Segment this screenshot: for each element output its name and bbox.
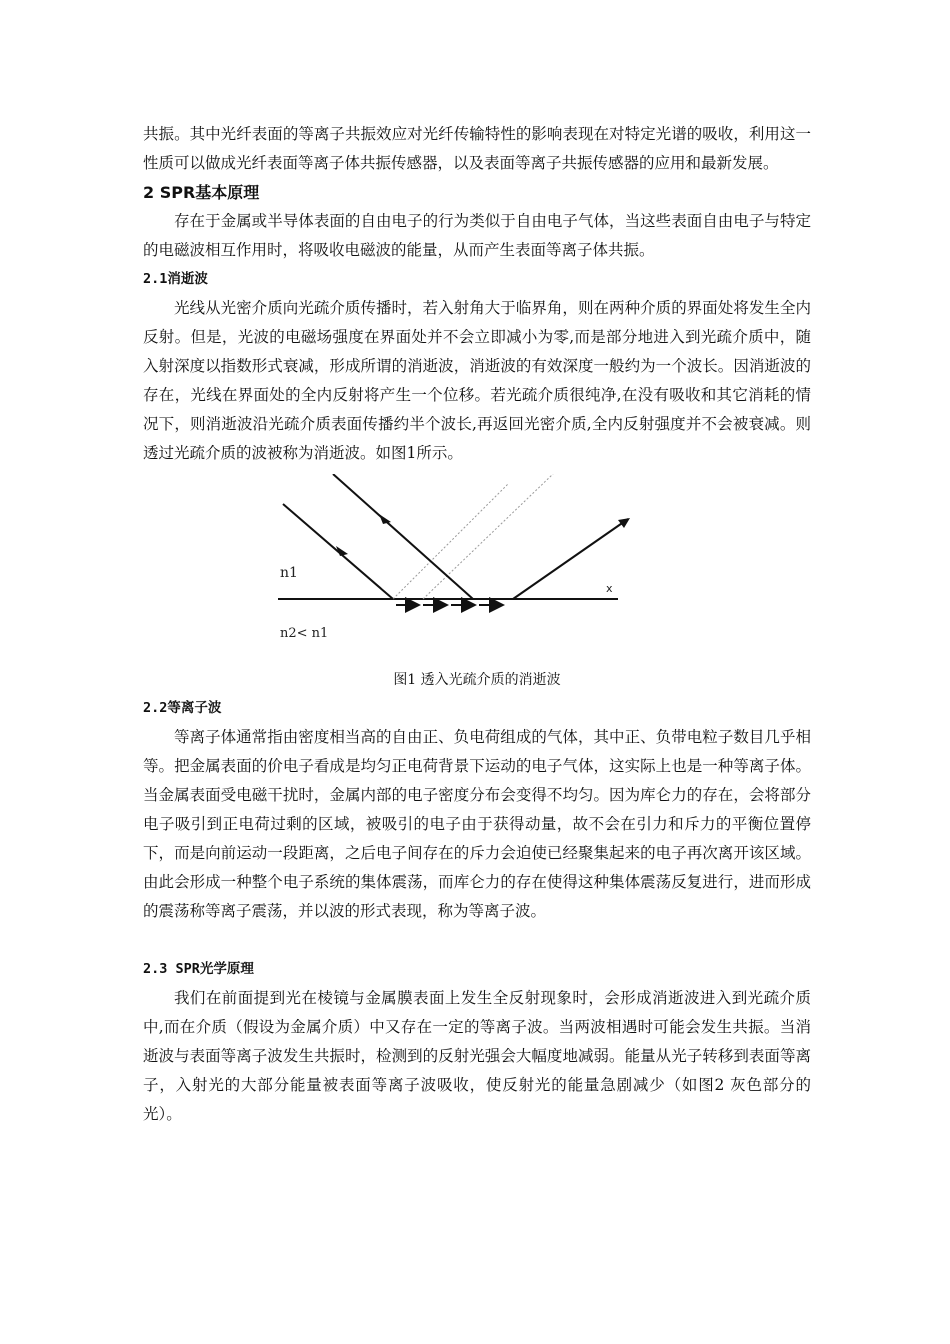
arrow-head-reflected: [618, 518, 630, 528]
incident-ray-left: [283, 504, 393, 599]
section-2-heading: 2 SPR基本原理: [143, 183, 260, 202]
figure-1-caption: 图1 透入光疏介质的消逝波: [393, 672, 561, 688]
section-2-3-heading: 2.3 SPR光学原理: [143, 961, 254, 977]
incident-ray-right: [333, 474, 473, 599]
section-2-2-heading: 2.2等离子波: [143, 700, 222, 716]
label-x: x: [606, 582, 613, 595]
gray-ray-1: [393, 484, 508, 599]
evanescent-wave-diagram: [278, 474, 678, 654]
document-page: [143, 0, 811, 1129]
arrow-head-right: [379, 514, 391, 524]
section-2-1-heading: 2.1消逝波: [143, 271, 208, 287]
intro-paragraph: 共振。其中光纤表面的等离子共振效应对光纤传输特性的影响表现在对特定光谱的吸收，利用这一性质可以做成光纤表面等离子体共振传感器，以及表面等离子共振传感器的应用和最新发展。: [143, 125, 811, 172]
section-2-2-paragraph: 等离子体通常指由密度相当高的自由正、负电荷组成的气体，其中正、负带电粒子数目几乎相等。把金属表面的价电子看成是均匀正电荷背景下运动的电子气体，这实际上也是一种等离子体。当金属表面受电磁干扰时，金属内部的电子密度分布会变得不均匀。因为库仑力的存在，会将部分电子吸引到正电荷过剩的区域，被吸引的电子由于获得动量，故不会在引力和斥力的平衡位置停下，而是向前运动一段距离，之后电子间存在的斥力会迫使已经聚集起来的电子再次离开该区域。由此会形成一种整个电子系统的集体震荡，而库仑力的存在使得这种集体震荡反复进行，进而形成的震荡称等离子震荡，并以波的形式表现，称为等离子波。: [143, 728, 811, 920]
gray-ray-2: [423, 474, 553, 599]
label-n1: n1: [280, 565, 298, 581]
figure-1: [143, 474, 811, 664]
label-n2-lt-n1: n2< n1: [280, 626, 329, 641]
section-2-3-paragraph: 我们在前面提到光在棱镜与金属膜表面上发生全反射现象时，会形成消逝波进入到光疏介质中,而在介质（假设为金属介质）中又存在一定的等离子波。当两波相遇时可能会发生共振。当消逝波与表面等离子波发生共振时，检测到的反射光强会大幅度地减弱。能量从光子转移到表面等离子，入射光的大部分能量被表面等离子波吸收，使反射光的能量急剧减少（如图2 灰色部分的光）。: [143, 989, 811, 1123]
section-2-paragraph: 存在于金属或半导体表面的自由电子的行为类似于自由电子气体，当这些表面自由电子与特定的电磁波相互作用时，将吸收电磁波的能量，从而产生表面等离子体共振。: [143, 212, 811, 259]
section-2-1-paragraph: 光线从光密介质向光疏介质传播时，若入射角大于临界角，则在两种介质的界面处将发生全内反射。但是，光波的电磁场强度在界面处并不会立即减小为零,而是部分地进入到光疏介质中，随入射深度以指数形式衰减，形成所谓的消逝波，消逝波的有效深度一般约为一个波长。因消逝波的存在，光线在界面处的全内反射将产生一个位移。若光疏介质很纯净,在没有吸收和其它消耗的情况下，则消逝波沿光疏介质表面传播约半个波长,再返回光密介质,全内反射强度并不会被衰减。则透过光疏介质的波被称为消逝波。如图1所示。: [143, 299, 811, 462]
